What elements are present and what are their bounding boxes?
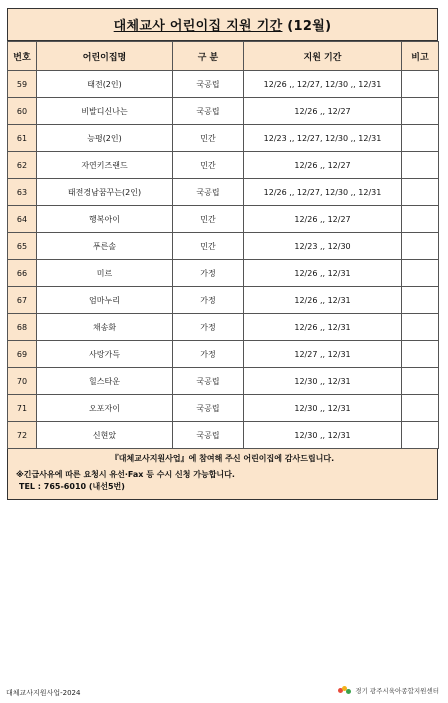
table-row xyxy=(8,233,439,260)
daycare-type: 가정 xyxy=(173,260,244,287)
support-period: 12/26 ,, 12/27 xyxy=(244,98,402,125)
table-row xyxy=(8,206,439,233)
support-period: 12/26 ,, 12/27 xyxy=(244,152,402,179)
table-row xyxy=(8,71,439,98)
daycare-type: 민간 xyxy=(173,233,244,260)
daycare-type: 국공립 xyxy=(173,179,244,206)
daycare-name: 오포자이 xyxy=(37,395,173,422)
row-number: 68 xyxy=(8,314,37,341)
row-note xyxy=(402,71,439,98)
table-row xyxy=(8,98,439,125)
support-period: 12/26 ,, 12/31 xyxy=(244,260,402,287)
row-note xyxy=(402,422,439,449)
table-row xyxy=(8,260,439,287)
row-number: 66 xyxy=(8,260,37,287)
center-logo-icon xyxy=(338,686,352,695)
table-row xyxy=(8,314,439,341)
daycare-name: 미르 xyxy=(37,260,173,287)
support-period: 12/30 ,, 12/31 xyxy=(244,422,402,449)
row-number: 67 xyxy=(8,287,37,314)
table-row xyxy=(8,179,439,206)
daycare-type: 민간 xyxy=(173,152,244,179)
support-schedule-table xyxy=(7,41,439,449)
contact-phone: TEL : 765-6010 (내선5번) xyxy=(19,482,125,491)
row-note xyxy=(402,287,439,314)
support-period: 12/26 ,, 12/27, 12/30 ,, 12/31 xyxy=(244,179,402,206)
document-page xyxy=(7,8,438,500)
footer-center xyxy=(338,686,439,695)
daycare-name: 힐스타운 xyxy=(37,368,173,395)
daycare-type: 국공립 xyxy=(173,71,244,98)
support-period: 12/30 ,, 12/31 xyxy=(244,395,402,422)
table-row xyxy=(8,125,439,152)
thanks-text: 『대체교사지원사업』에 참여해 주신 어린이집에 감사드립니다. xyxy=(110,454,335,463)
daycare-type: 국공립 xyxy=(173,368,244,395)
daycare-type: 가정 xyxy=(173,287,244,314)
row-number: 72 xyxy=(8,422,37,449)
support-period: 12/26 ,, 12/31 xyxy=(244,314,402,341)
row-number: 63 xyxy=(8,179,37,206)
title-main: 대체교사 어린이집 지원 기간 xyxy=(113,19,283,34)
table-row xyxy=(8,395,439,422)
row-note xyxy=(402,125,439,152)
daycare-type: 국공립 xyxy=(173,98,244,125)
col-header-period: 지원 기간 xyxy=(244,42,402,71)
daycare-type: 민간 xyxy=(173,125,244,152)
table-row xyxy=(8,152,439,179)
daycare-type: 가정 xyxy=(173,314,244,341)
footer-program-name: 대체교사지원사업-2024 xyxy=(6,689,81,697)
row-note xyxy=(402,341,439,368)
daycare-name: 엄마누리 xyxy=(37,287,173,314)
support-period: 12/27 ,, 12/31 xyxy=(244,341,402,368)
row-note xyxy=(402,260,439,287)
notice-box xyxy=(7,449,438,500)
daycare-type: 민간 xyxy=(173,206,244,233)
row-number: 65 xyxy=(8,233,37,260)
support-period: 12/23 ,, 12/27, 12/30 ,, 12/31 xyxy=(244,125,402,152)
urgent-request-text: ※긴급사유에 따른 요청시 유선·Fax 등 수시 신청 가능합니다. xyxy=(16,470,235,479)
daycare-name: 태전경남꿈꾸는(2인) xyxy=(37,179,173,206)
table-row xyxy=(8,341,439,368)
support-period: 12/26 ,, 12/27 xyxy=(244,206,402,233)
title-bar xyxy=(7,8,438,41)
daycare-name: 푸른솔 xyxy=(37,233,173,260)
daycare-name: 행복아이 xyxy=(37,206,173,233)
row-note xyxy=(402,98,439,125)
table-row xyxy=(8,287,439,314)
daycare-name: 능평(2인) xyxy=(37,125,173,152)
row-note xyxy=(402,233,439,260)
col-header-type: 구 분 xyxy=(173,42,244,71)
daycare-type: 국공립 xyxy=(173,395,244,422)
support-period: 12/26 ,, 12/31 xyxy=(244,287,402,314)
daycare-name: 신현았 xyxy=(37,422,173,449)
row-number: 71 xyxy=(8,395,37,422)
row-number: 62 xyxy=(8,152,37,179)
table-row xyxy=(8,422,439,449)
row-number: 61 xyxy=(8,125,37,152)
daycare-name: 태전(2인) xyxy=(37,71,173,98)
daycare-name: 채송화 xyxy=(37,314,173,341)
table-header-row xyxy=(8,42,439,71)
row-number: 64 xyxy=(8,206,37,233)
daycare-name: 자연키즈랜드 xyxy=(37,152,173,179)
col-header-note: 비고 xyxy=(402,42,439,71)
daycare-name: 사랑가득 xyxy=(37,341,173,368)
table-row xyxy=(8,368,439,395)
col-header-number: 번호 xyxy=(8,42,37,71)
center-name: 경기 광주시육아종합지원센터 xyxy=(355,687,439,695)
title-month: (12월) xyxy=(287,19,332,34)
row-number: 60 xyxy=(8,98,37,125)
support-period: 12/30 ,, 12/31 xyxy=(244,368,402,395)
row-number: 59 xyxy=(8,71,37,98)
page-title xyxy=(114,15,332,34)
row-note xyxy=(402,314,439,341)
row-note xyxy=(402,206,439,233)
row-note xyxy=(402,152,439,179)
support-period: 12/23 ,, 12/30 xyxy=(244,233,402,260)
col-header-name: 어린이집명 xyxy=(37,42,173,71)
daycare-type: 국공립 xyxy=(173,422,244,449)
daycare-type: 가정 xyxy=(173,341,244,368)
row-number: 70 xyxy=(8,368,37,395)
row-note xyxy=(402,368,439,395)
row-note xyxy=(402,179,439,206)
daycare-name: 비발디신나는 xyxy=(37,98,173,125)
row-number: 69 xyxy=(8,341,37,368)
row-note xyxy=(402,395,439,422)
support-period: 12/26 ,, 12/27, 12/30 ,, 12/31 xyxy=(244,71,402,98)
